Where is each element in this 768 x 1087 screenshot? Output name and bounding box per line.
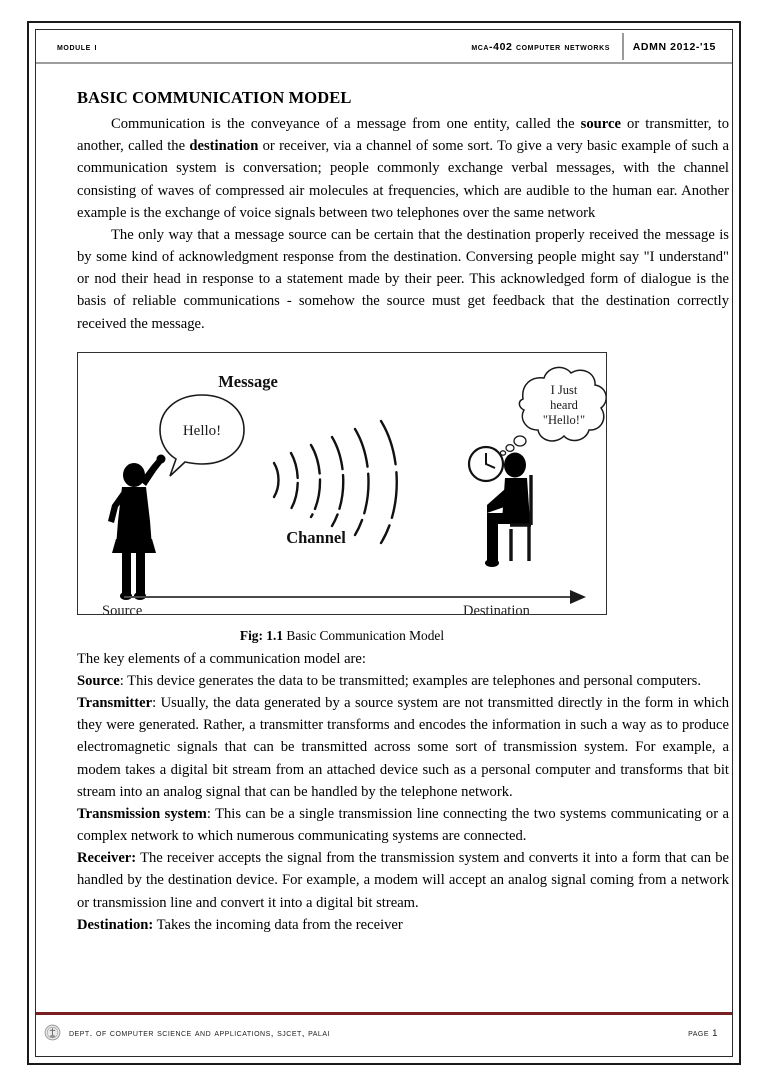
header-row — [36, 30, 732, 62]
figure-caption-text: Basic Communication Model — [286, 627, 445, 643]
element-description: The receiver accepts the signal from the transmission system and converts it into a form that can be handled by the destination device. For example, a modem will accept an analog signal coming from a network or transmission line and convert it into a digital bit stream. — [77, 850, 729, 911]
page-header — [36, 30, 732, 66]
key-elements-intro: The key elements of a communication model are: — [77, 650, 366, 667]
college-logo-icon — [44, 1024, 61, 1041]
para-2 — [77, 224, 729, 335]
element-term: Receiver: — [77, 850, 137, 867]
footer-page-number: page 1 — [688, 1028, 718, 1039]
figure-caption — [77, 628, 607, 644]
element-term: Transmission system — [77, 805, 207, 822]
footer-department-label: dept. of computer science and applications, sjcet, palai — [69, 1028, 330, 1039]
element-separator: : — [119, 672, 128, 689]
figure-label-channel: Channel — [286, 527, 346, 547]
thought-bubble-line-1: I Just — [550, 382, 578, 397]
element-description: This device generates the data to be transmitted; examples are telephones and personal computers. — [127, 672, 701, 689]
header-module-label: module i — [57, 41, 97, 53]
element-term: Transmitter — [77, 695, 153, 712]
figure-label-message: Message — [218, 371, 278, 391]
element-description: This can be a single transmission line connecting the two systems communicating or a complex network to which numerous communicating systems are connected. — [77, 805, 729, 845]
item-destination — [77, 914, 729, 936]
paragraph-run: or transmitter, to another, called the — [77, 116, 729, 155]
document-content — [77, 88, 729, 936]
element-description: Usually, the data generated by a source system are not transmitted directly in the form in which they were generated. Rather, a transmitter transforms and encodes the information in such a way as to produce electromagnetic signals that can be transmitted across some sort of transmission system. For example, a modem takes a digital bit stream from an attached device such as a personal computer and transforms that bit stream into an analog signal that can be handled by the telephone network. — [77, 695, 730, 800]
communication-model-illustration — [78, 353, 606, 614]
paragraph-run: or receiver, via a channel of some sort. To give a very basic example of such a communication system is conversation; people commonly exchange verbal messages, with the channel consisting of waves of compressed air molecules at frequencies, which are audible to the human ear. Another example is the exchange of voice signals between two telephones over the same network — [77, 138, 729, 221]
page-footer — [36, 1012, 732, 1056]
thought-bubble-line-2: heard — [550, 397, 578, 412]
para-1 — [77, 113, 729, 224]
item-receiver — [77, 847, 729, 914]
thought-bubble-trail — [500, 436, 526, 455]
header-course-label: mca-402 computer networks — [471, 41, 610, 53]
paragraph-run: Communication is the conveyance of a message from one entity, called the — [111, 116, 581, 132]
emphasized-term: destination — [189, 138, 259, 155]
wall-clock-icon — [469, 447, 503, 481]
key-elements-section — [77, 648, 729, 936]
figure-label-destination: Destination — [463, 602, 530, 614]
item-source — [77, 670, 729, 692]
page-border-outer — [27, 21, 741, 1065]
page-title: BASIC COMMUNICATION MODEL — [77, 88, 352, 107]
page-border-inner — [35, 29, 733, 1057]
footer-row — [36, 1015, 732, 1056]
figure-basic-communication-model — [77, 352, 607, 615]
header-admission-label: ADMN 2012-'15 — [632, 41, 716, 53]
item-transmission-system — [77, 803, 729, 847]
element-separator: : — [206, 805, 216, 822]
source-destination-axis-arrow — [124, 590, 586, 604]
source-person-figure — [108, 454, 166, 600]
channel-wave-arcs — [274, 421, 397, 543]
intro-paragraphs — [77, 113, 729, 335]
thought-bubble-line-3: "Hello!" — [542, 412, 586, 427]
paragraph-run: The only way that a message source can be certain that the destination properly received the message is by some kind of acknowledgment response from the destination. Conversing people might say "I understand" or nod their head in response to a statement made by their peer. This acknowledged form of dialogue is the basis of reliable communications - somehow the source must get feedback that the destination correctly received the message. — [77, 226, 729, 332]
header-rule — [36, 62, 732, 64]
emphasized-term: source — [580, 116, 621, 132]
speech-bubble-text: Hello! — [182, 422, 222, 439]
item-transmitter — [77, 692, 729, 803]
element-description: Takes the incoming data from the receiver — [156, 916, 403, 933]
figure-label-source: Source — [102, 602, 143, 614]
element-term: Source — [77, 672, 120, 689]
element-term: Destination: — [77, 916, 154, 933]
key-elements-list — [77, 670, 729, 936]
header-divider — [622, 33, 624, 60]
element-separator: : — [152, 695, 161, 712]
figure-caption-number: Fig: 1.1 — [239, 627, 284, 643]
